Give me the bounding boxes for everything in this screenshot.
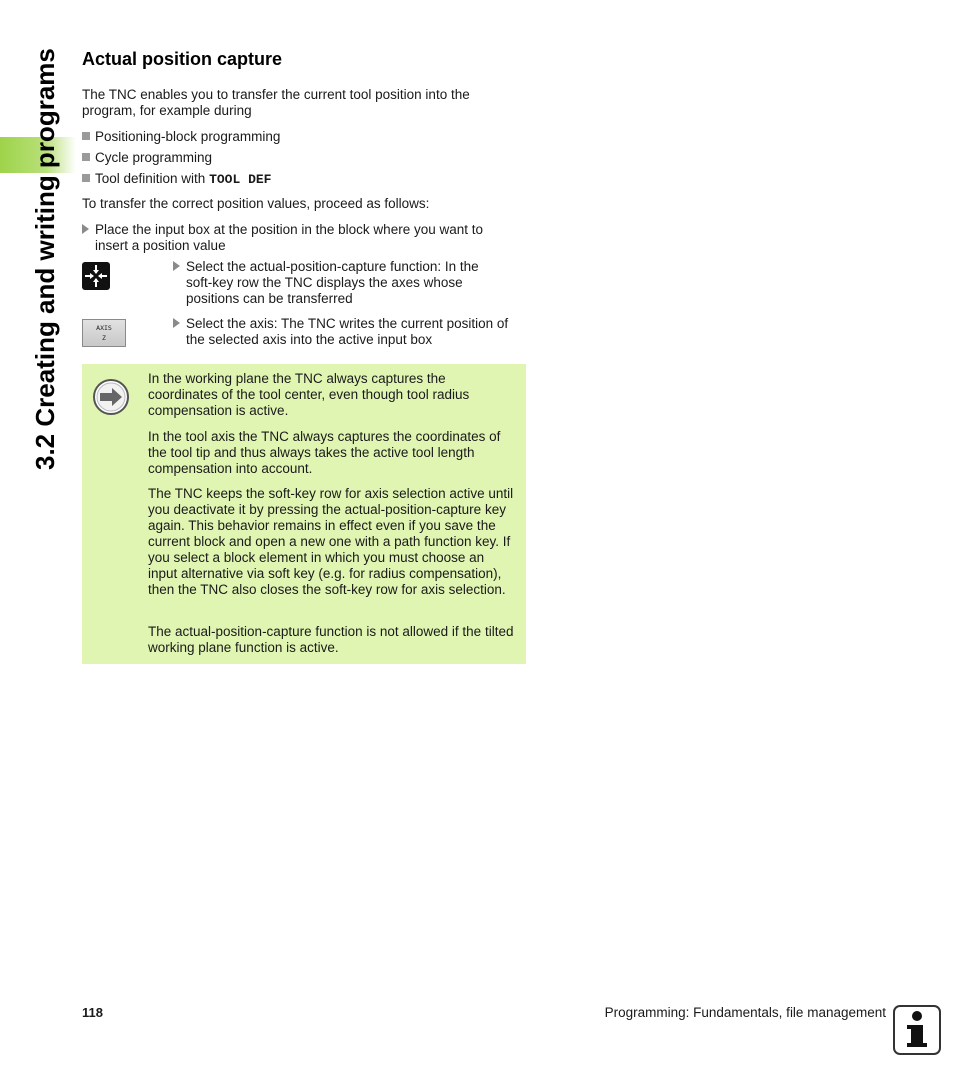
step-triangle-icon [82, 224, 89, 234]
chapter-tab-title: 3.2 Creating and writing programs [30, 48, 60, 470]
step-select-capture-function: Select the actual-position-capture function: In the soft-key row the TNC displays the axes whose positions can be transferred [173, 259, 525, 307]
footer-chapter-text: Programming: Fundamentals, file management [604, 1005, 886, 1020]
step-triangle-icon [173, 318, 180, 328]
step-triangle-icon [173, 261, 180, 271]
page-number: 118 [82, 1005, 103, 1020]
bullet-square-icon [82, 153, 90, 161]
step-select-axis: Select the axis: The TNC writes the current position of the selected axis into the active input box [173, 316, 525, 348]
bullet-square-icon [82, 174, 90, 182]
note-box [82, 364, 526, 664]
tool-def-code: TOOL DEF [209, 172, 272, 187]
arrow-right-icon [92, 378, 130, 416]
proceed-paragraph: To transfer the correct position values, proceed as follows: [82, 196, 430, 211]
list-item: Cycle programming [82, 150, 212, 166]
list-item: Tool definition with TOOL DEF [82, 171, 272, 188]
info-icon [893, 1005, 941, 1055]
step-place-input-box: Place the input box at the position in the block where you want to insert a position value [82, 222, 522, 254]
intro-paragraph: The TNC enables you to transfer the current tool position into the program, for example during [82, 87, 470, 118]
note-paragraph: In the tool axis the TNC always captures the coordinates of the tool tip and thus always takes the active tool length compensation into account. [148, 429, 501, 476]
list-item: Positioning-block programming [82, 129, 280, 145]
note-paragraph: The TNC keeps the soft-key row for axis selection active until you deactivate it by pressing the actual-position-capture key again. This behavior remains in effect even if you save the current block and open a new one with a path function key. If you select a block element in which you must choose an input alternative via soft key (e.g. for radius compensation), then the TNC also closes the soft-key row for axis selection. [148, 486, 514, 597]
note-paragraph: In the working plane the TNC always captures the coordinates of the tool center, even though tool radius compensation is active. [148, 371, 470, 418]
section-title: Actual position capture [82, 49, 283, 69]
bullet-square-icon [82, 132, 90, 140]
axis-z-softkey[interactable]: AXIS Z [82, 319, 126, 347]
note-paragraph: The actual-position-capture function is not allowed if the tilted working plane function is active. [148, 624, 514, 655]
actual-position-capture-icon[interactable] [82, 262, 110, 290]
